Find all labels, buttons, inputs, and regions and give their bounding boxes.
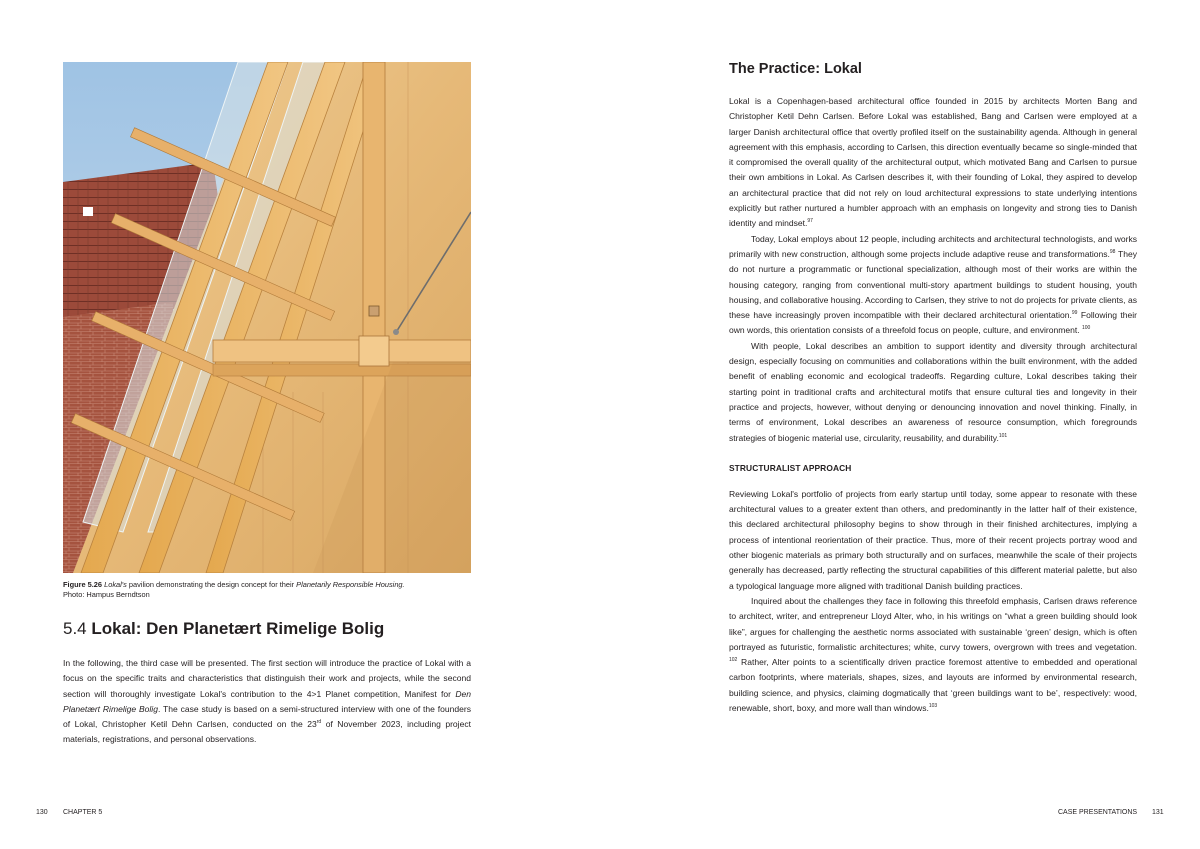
- paragraph-1: [729, 94, 1137, 232]
- subheading: STRUCTURALIST APPROACH: [729, 462, 852, 473]
- running-footer-right: CASE PRESENTATIONS: [1058, 809, 1138, 816]
- paragraph-2-text-b: They do not nurture a programmatic or functional specialization, although most of their works are within the housing category, ranging from conventional multi-story apartment buildings to student housing, youth housing, and collaborative housing. According to Carlsen, they strive to not do projects for private clients, as these have increasingly proven incompatible with their declared architectural orientation.: [729, 248, 1137, 321]
- intro-sup: rd: [316, 719, 322, 726]
- page-title: The Practice: Lokal: [729, 61, 862, 77]
- footnote-ref: 102: [729, 657, 738, 664]
- intro-text-1: In the following, the third case will be presented. The first section will introduce the practice of Lokal with a focus on the specific traits and characteristics that distinguish their work and projects, while the second section will thoroughly investigate Lokal's contribution to the 4>1 Planet competition, Manifest for: [63, 658, 471, 699]
- footnote-ref: 101: [998, 432, 1008, 439]
- pavilion-photo: [63, 62, 471, 573]
- footnote-ref: 98: [1109, 249, 1116, 256]
- footnote-ref: 97: [807, 218, 813, 225]
- caption-line: [63, 580, 483, 590]
- caption-italic-prefix: Lokal's: [104, 580, 127, 589]
- section-number: 5.4: [63, 619, 87, 638]
- paragraph-1-text: Lokal is a Copenhagen-based architectural office founded in 2015 by architects Morten Bang and Christopher Ketil Dehn Carlsen. Before Lokal was established, Bang and Carlsen were employed at a larger Danish architectural office that overtly profiled itself on the sustainability agenda. Although in general agreement with this emphasis, according to Carlsen, this direction eventually became so single-minded that it compromised the overall quality of the architectural output, which motivated Bang and Carlsen to pursue their own ambitions in Lokal. As Carlsen describes it, with their founding of Lokal, they aspired to develop an architectural practice that did not rely on loud architectural expressions to state underlying intentions explicitly but rather nurtured a humbler approach with an emphasis on longevity and strong ties to Danish identity and mindset.: [729, 96, 1137, 229]
- intro-italic: Den Planetært Rimelige Bolig: [63, 688, 471, 714]
- page-number-right: 131: [1152, 809, 1164, 816]
- intro-text-2: . The case study is based on a semi-structured interview with one of the founders of Lokal, Christopher Ketil Dehn Carlsen, conducted on the 23: [63, 703, 471, 730]
- paragraph-5-text-b: Rather, Alter points to a scientifically driven practice foremost attentive to embedded and operational carbon footprints, where materials, shapes, sizes, and layouts are informed by environmental research, building science, and physics, claiming dogmatically that ‘green buildings want to be’, respectively: wood, renewable, short, boxy, and more wall than windows.: [729, 657, 1137, 713]
- running-footer-left: CHAPTER 5: [63, 809, 103, 816]
- caption-italic-title: Planetarily Responsible Housing.: [296, 580, 405, 589]
- paragraph-3-text: With people, Lokal describes an ambition to support identity and diversity through architectural design, especially focusing on communities and collaborations within the built environment, with the added benefit of enabling economic and ecological tradeoffs. Regarding culture, Lokal describes taking their starting point in traditional crafts and architectural motifs that ensure cultural ties and longevity in their practice and projects, however, without denying or denouncing innovation and novel thinking. Finally, in terms of environment, Lokal describes an awareness of resource consumption, which foregrounds strategies of biogenic material use, circularity, reusability, and durability.: [729, 340, 1137, 443]
- paragraph-4: [729, 487, 1137, 594]
- section-title: Lokal: Den Planetært Rimelige Bolig: [91, 619, 385, 638]
- figure-caption: [63, 580, 483, 600]
- photo-credit: Photo: Hampus Berndtson: [63, 590, 150, 599]
- section-heading: [63, 618, 483, 640]
- figure-label: Figure 5.26: [63, 580, 103, 589]
- paragraph-2: [729, 232, 1137, 339]
- intro-text-3: of November 2023, including project materials, registrations, and personal observations.: [63, 719, 471, 745]
- paragraph-3: [729, 339, 1137, 446]
- paragraph-4-text: Reviewing Lokal's portfolio of projects from early startup until today, some appear to resonate with these architectural values to a greater extent than others, and predominantly in the latter half of their existence, this declared architectural philosophy begins to show through in their finished architectures, implying a process of intentional reorientation of their practice. Thus, more of their recent projects portray wood and other biogenic materials as primary both structurally and on surfaces, meanwhile the scale of their projects generally has decreased, partly reflecting the structural capabilities of this different material palette, but also a typological language more aligned with traditional Danish building practices.: [729, 488, 1137, 591]
- caption-text: pavilion demonstrating the design concept for their: [126, 580, 297, 589]
- right-column: [729, 94, 1137, 716]
- footnote-ref: 99: [1071, 310, 1078, 317]
- footnote-ref: 103: [928, 703, 938, 710]
- paragraph-5-text-a: Inquired about the challenges they face in following this threefold emphasis, Carlsen draws reference to architect, writer, and entrepreneur Lloyd Alter, who, in his writings on “what a green building should look like”, argues for challenging the aesthetic norms associated with sustainable ‘green’ design, which is often portrayed as futuristic, formalistic architectures; white, curvy towers, overgrown with trees and vegetation.: [729, 595, 1137, 652]
- pavilion-photo-illustration: [63, 62, 471, 573]
- intro-paragraph: [63, 656, 471, 748]
- paragraph-2-text-c: Following their own words, this orientation consists of a threefold focus on people, culture, and environment.: [729, 310, 1137, 336]
- footnote-ref: 100: [1082, 325, 1091, 332]
- paragraph-2-text-a: Today, Lokal employs about 12 people, including architects and architectural technologists, and works primarily with new construction, although some projects include adaptive reuse and transformations.: [729, 233, 1137, 259]
- paragraph-5: [729, 594, 1137, 716]
- page-number-left: 130: [36, 809, 48, 816]
